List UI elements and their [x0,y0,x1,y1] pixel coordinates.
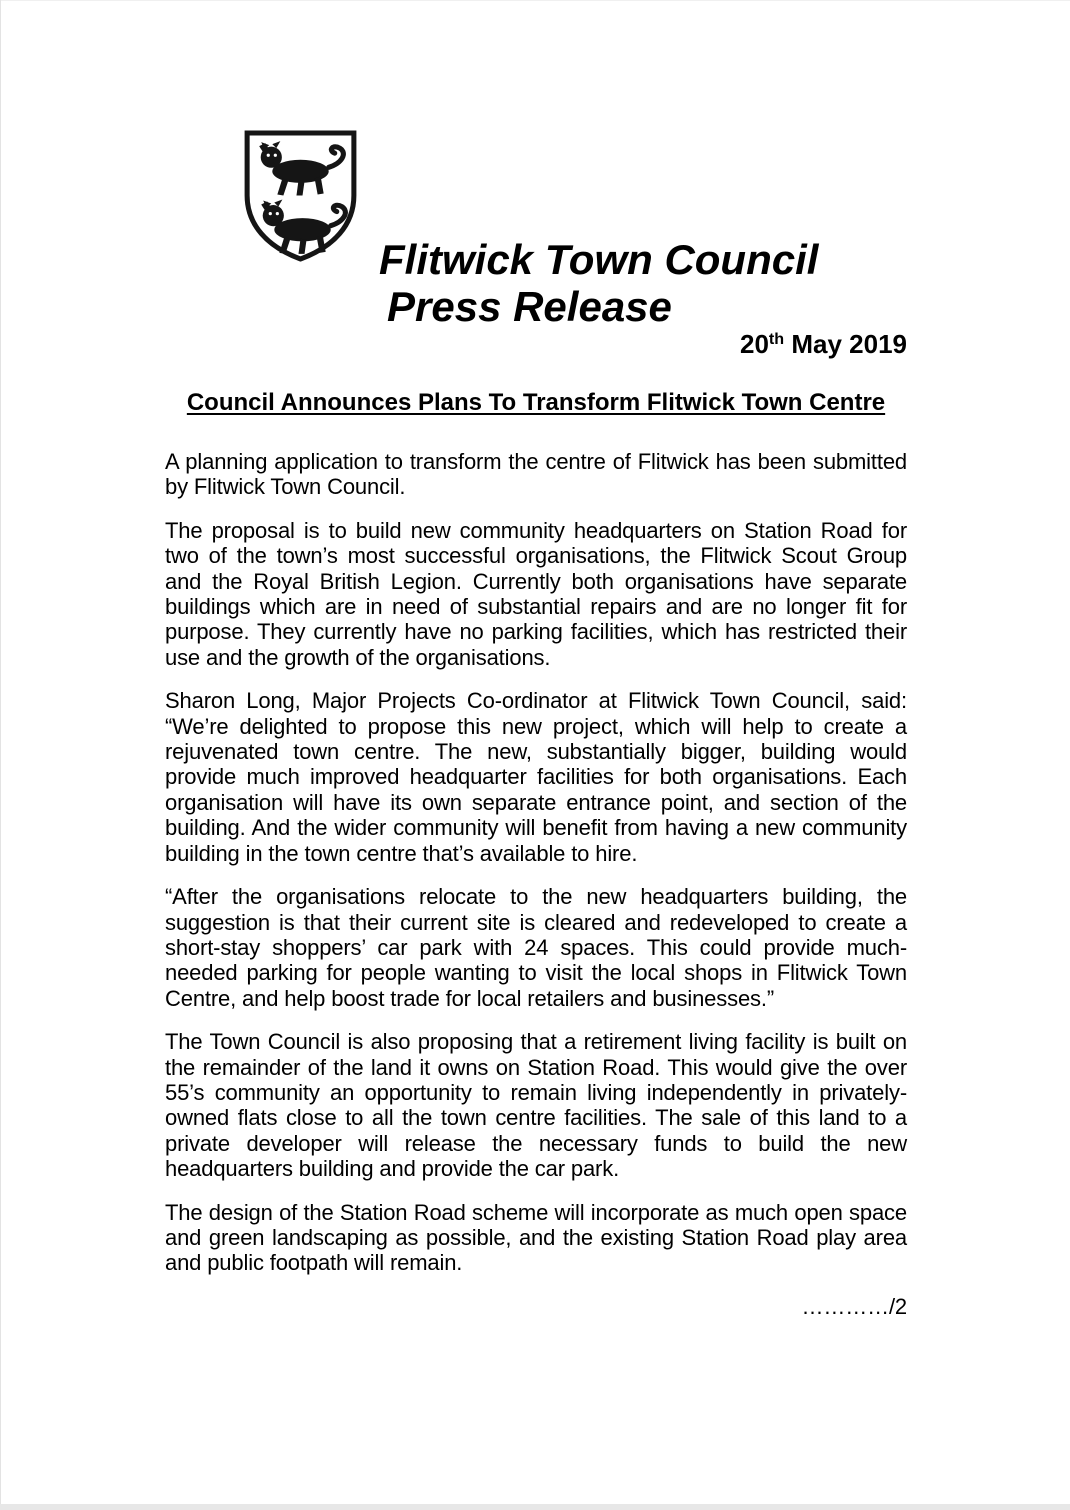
paragraph-proposal: The proposal is to build new community headquarters on Station Road for two of the town’s most successful organisations, the Flitwick Scout Group and the Royal British Legion. Currently both organisations have separate buildings which are in need of substantial repairs and are no longer fit for purpose. They currently have no parking facilities, which has restricted their use and the growth of the organisations. [165,517,907,670]
press-release-body [165,449,907,1319]
page-continuation-marker: …………/2 [801,1293,907,1319]
shield-icon [240,127,361,266]
org-title: Flitwick Town Council [379,236,819,283]
paragraph-intro: A planning application to transform the centre of Flitwick has been submitted by Flitwick Town Council. [165,449,907,500]
headline-text: Council Announces Plans To Transform Flitwick Town Centre [186,389,886,416]
scan-edge-strip [0,1504,1070,1510]
paragraph-design: The design of the Station Road scheme will incorporate as much open space and green landscaping as possible, and the existing Station Road play area and public footpath will remain. [165,1199,907,1276]
doc-type-title: Press Release [387,283,672,330]
date-day: 20 [739,329,769,359]
headline [165,388,907,418]
coat-of-arms-logo [240,127,361,266]
date-ordinal: th [768,330,785,349]
date-rest: May 2019 [784,329,907,359]
paragraph-retirement: The Town Council is also proposing that a retirement living facility is built on the remainder of the land it owns on Station Road. This would give the over 55’s community an opportunity to remain living independently in privately-owned flats close to all the town centre facilities. The sale of this land to a private developer will release the necessary funds to build the new headquarters building and provide the car park. [165,1029,907,1182]
paragraph-quote-1: Sharon Long, Major Projects Co-ordinator at Flitwick Town Council, said: “We’re delighted to propose this new project, which will help to create a rejuvenated town centre. The new, substantially bigger, building would provide much improved headquarter facilities for both organisations. Each organisation will have its own separate entrance point, and section of the building. And the wider community will benefit from having a new community building in the town centre that’s available to hire. [165,688,907,866]
paragraph-quote-2: “After the organisations relocate to the new headquarters building, the suggestion is that their current site is cleared and redeveloped to create a short-stay shoppers’ car park with 24 spaces. This could provide much-needed parking for people wanting to visit the local shops in Flitwick Town Centre, and help boost trade for local retailers and businesses.” [165,884,907,1011]
release-date [740,328,907,364]
